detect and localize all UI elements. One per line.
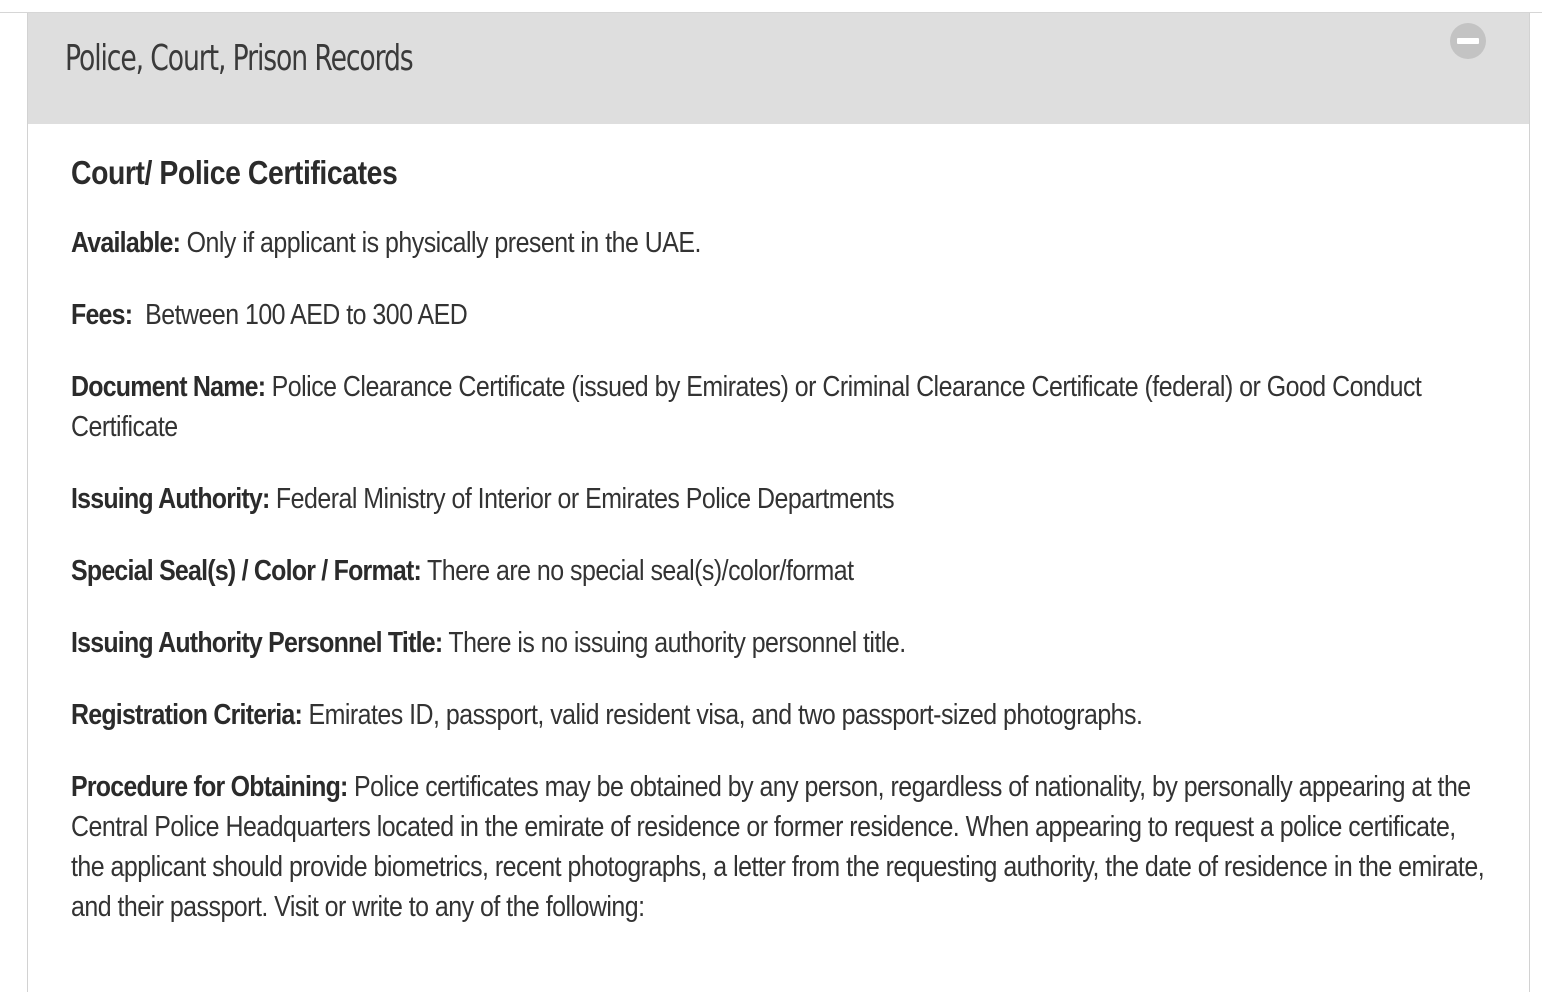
field-value: Only if applicant is physically present in the UAE. bbox=[180, 227, 701, 259]
field-label: Issuing Authority: bbox=[71, 483, 270, 515]
accordion-content bbox=[71, 153, 1491, 959]
records-accordion-panel bbox=[27, 13, 1530, 992]
field-label: Procedure for Obtaining: bbox=[71, 771, 348, 803]
field-label: Fees: bbox=[71, 299, 133, 331]
field-label: Document Name: bbox=[71, 371, 266, 403]
field-document-name bbox=[71, 367, 1490, 447]
field-procedure bbox=[71, 767, 1490, 927]
field-value: Federal Ministry of Interior or Emirates Police Departments bbox=[269, 483, 895, 515]
field-value: Emirates ID, passport, valid resident visa, and two passport-sized photographs. bbox=[302, 699, 1143, 731]
field-special-seals bbox=[71, 551, 1490, 591]
field-personnel-title bbox=[71, 623, 1490, 663]
minus-bar bbox=[1457, 38, 1479, 44]
accordion-header[interactable] bbox=[28, 13, 1529, 124]
field-label: Registration Criteria: bbox=[71, 699, 303, 731]
field-value: Police certificates may be obtained by any person, regardless of nationality, by personally appearing at the Central Police Headquarters located in the emirate of residence or former residence. When appearing to request a police certificate, the applicant should provide biometrics, recent photographs, a letter from the requesting authority, the date of residence in the emirate, and their passport. Visit or write to any of the following: bbox=[71, 771, 1485, 923]
field-fees bbox=[71, 295, 1490, 335]
section-heading: Court/ Police Certificates bbox=[71, 154, 398, 191]
field-value: There is no issuing authority personnel title. bbox=[442, 627, 906, 659]
minus-circle-icon[interactable] bbox=[1450, 23, 1486, 59]
accordion-title: Police, Court, Prison Records bbox=[65, 38, 413, 79]
field-value: Between 100 AED to 300 AED bbox=[132, 299, 468, 331]
field-registration-criteria bbox=[71, 695, 1490, 735]
field-value: Police Clearance Certificate (issued by Emirates) or Criminal Clearance Certificate (federal) or Good Conduct Certificate bbox=[71, 371, 1422, 443]
field-issuing-authority bbox=[71, 479, 1490, 519]
field-value: There are no special seal(s)/color/format bbox=[421, 555, 854, 587]
field-label: Available: bbox=[71, 227, 181, 259]
field-label: Special Seal(s) / Color / Format: bbox=[71, 555, 422, 587]
field-label: Issuing Authority Personnel Title: bbox=[71, 627, 443, 659]
field-available bbox=[71, 223, 1490, 263]
